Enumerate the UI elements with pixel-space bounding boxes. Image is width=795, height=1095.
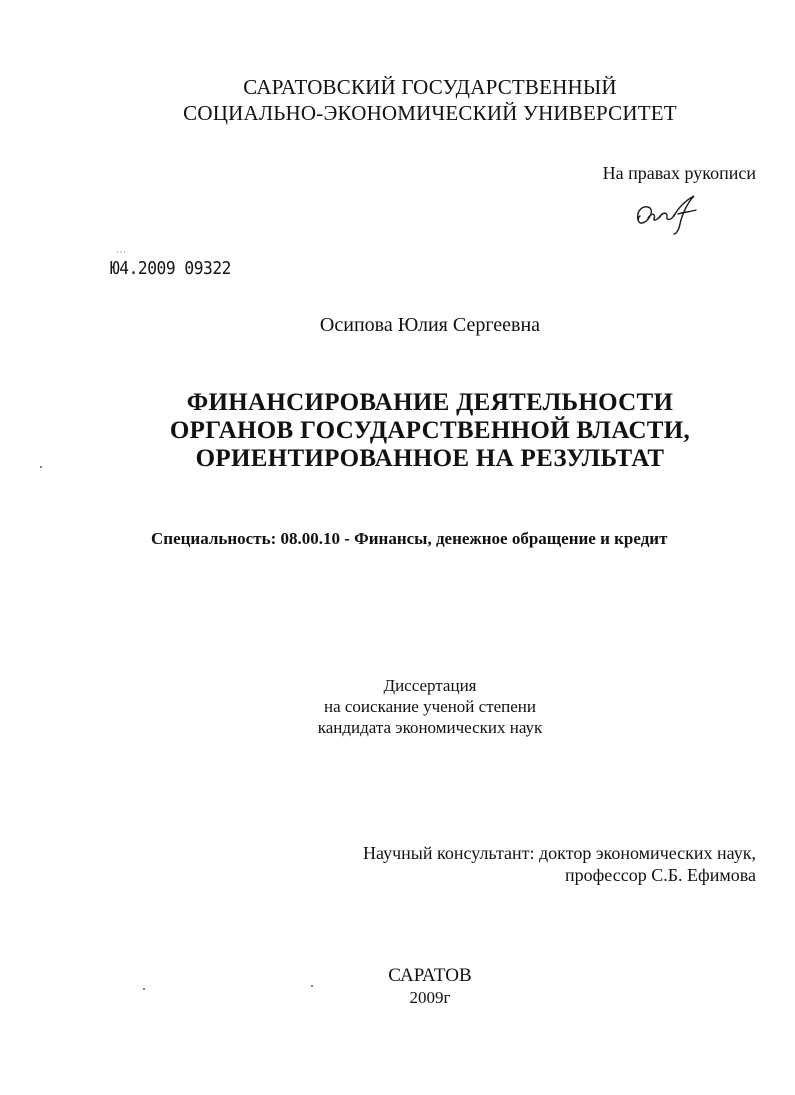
dissertation-line-3: кандидата экономических наук (317, 718, 543, 737)
university-line-2: СОЦИАЛЬНО-ЭКОНОМИЧЕСКИЙ УНИВЕРСИТЕТ (183, 101, 677, 125)
year: 2009г (409, 988, 451, 1007)
library-registry-number: Ю4.2009 09322 (110, 258, 231, 279)
title-line-2: ОРГАНОВ ГОСУДАРСТВЕННОЙ ВЛАСТИ, (169, 417, 691, 444)
scan-speck (143, 988, 145, 990)
consultant-line-2: профессор С.Б. Ефимова (565, 865, 756, 885)
city: САРАТОВ (388, 965, 472, 986)
scan-speck (311, 985, 313, 987)
manuscript-rights-note: На правах рукописи (602, 163, 756, 183)
university-line-1: САРАТОВСКИЙ ГОСУДАРСТВЕННЫЙ (243, 75, 617, 99)
dissertation-type (0, 675, 795, 738)
handwritten-signature (634, 190, 704, 236)
specialty-line: Специальность: 08.00.10 - Финансы, денежное обращение и кредит (151, 529, 668, 548)
university-name (0, 74, 795, 126)
author-name: Осипова Юлия Сергеевна (319, 314, 541, 336)
scan-speck (40, 466, 42, 468)
dissertation-title (0, 389, 795, 473)
title-line-3: ОРИЕНТИРОВАННОЕ НА РЕЗУЛЬТАТ (195, 445, 665, 472)
scientific-consultant (363, 842, 756, 886)
dissertation-line-1: Диссертация (383, 676, 477, 695)
registry-mark-dots: ··· (116, 248, 127, 257)
consultant-line-1: Научный консультант: доктор экономических наук, (363, 843, 756, 863)
dissertation-line-2: на соискание ученой степени (323, 697, 537, 716)
title-line-1: ФИНАНСИРОВАНИЕ ДЕЯТЕЛЬНОСТИ (186, 389, 674, 416)
